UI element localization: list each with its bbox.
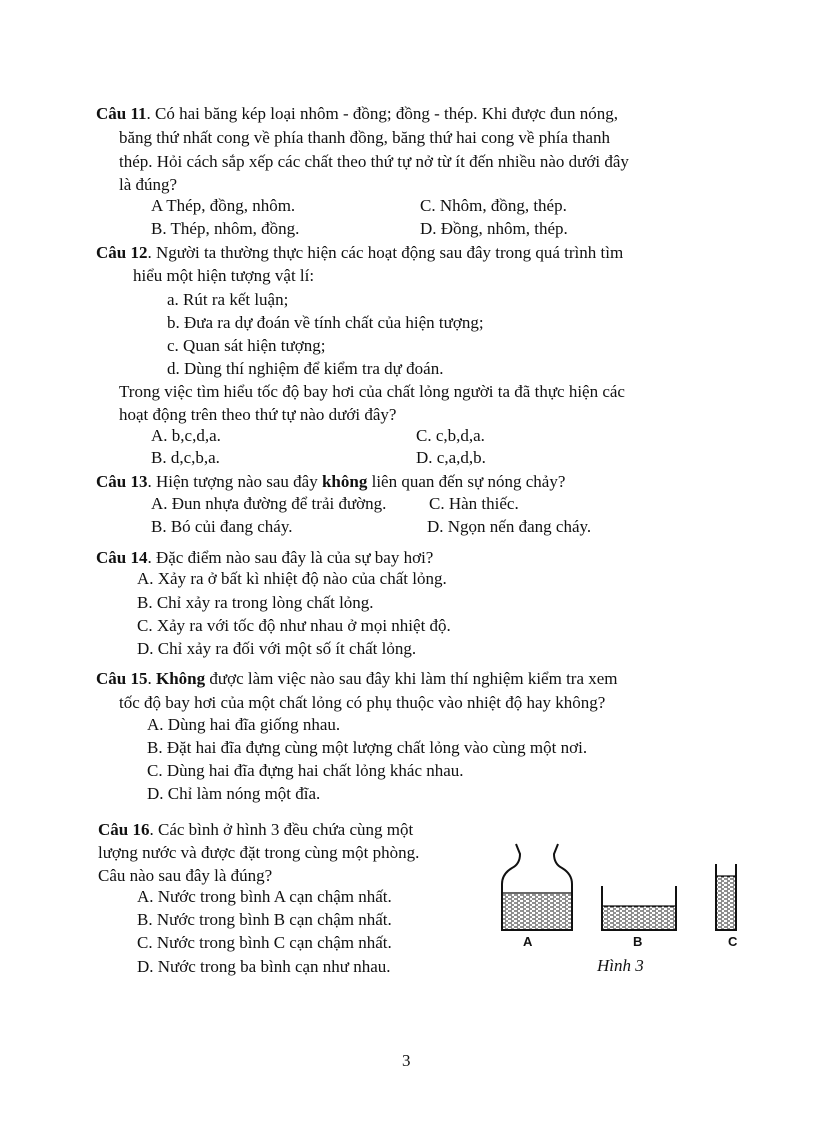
figure-three-vessels — [490, 838, 760, 938]
q15-line-2: tốc độ bay hơi của một chất lỏng có phụ thuộc vào nhiệt độ hay không? — [119, 693, 606, 712]
vessel-a-label: A — [523, 934, 533, 949]
q11-option-c: C. Nhôm, đồng, thép. — [420, 196, 567, 215]
page-number: 3 — [402, 1051, 411, 1070]
q16-option-b: B. Nước trong bình B cạn chậm nhất. — [137, 910, 392, 929]
vessel-c — [716, 864, 736, 930]
q12-option-d: D. c,a,d,b. — [416, 448, 486, 467]
q13-number: Câu 13 — [96, 472, 148, 491]
q12-line-4: hoạt động trên theo thứ tự nào dưới đây? — [119, 405, 397, 424]
q13-option-b: B. Bó củi đang cháy. — [151, 517, 293, 536]
q14-option-c: C. Xảy ra với tốc độ như nhau ở mọi nhiệt độ. — [137, 616, 451, 635]
q12-line-3: Trong việc tìm hiểu tốc độ bay hơi của chất lỏng người ta đã thực hiện các — [119, 382, 625, 401]
q11-number: Câu 11 — [96, 104, 147, 123]
q11-option-d: D. Đồng, nhôm, thép. — [420, 219, 568, 238]
q14-line-1: Câu 14. Đặc điểm nào sau đây là của sự bay hơi? — [96, 548, 434, 567]
q12-line-2: hiểu một hiện tượng vật lí: — [133, 266, 315, 285]
q15-option-c: C. Dùng hai đĩa đựng hai chất lỏng khác nhau. — [147, 761, 464, 780]
q16-number: Câu 16 — [98, 820, 150, 839]
q15-option-d: D. Chỉ làm nóng một đĩa. — [147, 784, 321, 803]
q11-option-a: A Thép, đồng, nhôm. — [151, 196, 296, 215]
q14-option-d: D. Chỉ xảy ra đối với một số ít chất lỏng. — [137, 639, 417, 658]
q12-option-c: C. c,b,d,a. — [416, 426, 485, 445]
q15-number: Câu 15 — [96, 669, 148, 688]
q12-step-c: c. Quan sát hiện tượng; — [167, 336, 326, 355]
figure-caption: Hình 3 — [597, 956, 644, 975]
q12-option-b: B. d,c,b,a. — [151, 448, 220, 467]
q11-option-b: B. Thép, nhôm, đồng. — [151, 219, 300, 238]
q16-line-2: lượng nước và được đặt trong cùng một phòng. — [98, 843, 420, 862]
q13-line-1: Câu 13. Hiện tượng nào sau đây không liên quan đến sự nóng chảy? — [96, 472, 566, 491]
q16-line-1: Câu 16. Các bình ở hình 3 đều chứa cùng một — [98, 820, 414, 839]
q12-number: Câu 12 — [96, 243, 148, 262]
q15-emphasis: Không — [155, 669, 206, 688]
vessel-a-water — [502, 893, 572, 930]
vessel-b-water — [602, 906, 676, 930]
q14-option-a: A. Xảy ra ở bất kì nhiệt độ nào của chất lỏng. — [137, 569, 447, 588]
q12-line-1: Câu 12. Người ta thường thực hiện các hoạt động sau đây trong quá trình tìm — [96, 243, 624, 262]
q15-option-a: A. Dùng hai đĩa giống nhau. — [147, 715, 341, 734]
vessel-a — [502, 844, 572, 930]
q11-line-1: Câu 11. Có hai băng kép loại nhôm - đồng; đồng - thép. Khi được đun nóng, — [96, 104, 619, 123]
q12-step-a: a. Rút ra kết luận; — [167, 290, 289, 309]
q12-option-a: A. b,c,d,a. — [151, 426, 221, 445]
q16-line-3: Câu nào sau đây là đúng? — [98, 866, 273, 885]
q14-option-b: B. Chỉ xảy ra trong lòng chất lỏng. — [137, 593, 374, 612]
vessel-b — [602, 886, 676, 930]
vessel-b-label: B — [633, 934, 643, 949]
q16-option-c: C. Nước trong bình C cạn chậm nhất. — [137, 933, 392, 952]
vessel-c-water — [716, 876, 736, 930]
q13-option-a: A. Đun nhựa đường để trải đường. — [151, 494, 387, 513]
q12-step-d: d. Dùng thí nghiệm để kiểm tra dự đoán. — [167, 359, 444, 378]
q13-emphasis: không — [321, 472, 368, 491]
q14-number: Câu 14 — [96, 548, 148, 567]
q11-line-2: băng thứ nhất cong về phía thanh đồng, băng thứ hai cong về phía thanh — [119, 128, 611, 147]
q15-line-1: Câu 15. Không được làm việc nào sau đây khi làm thí nghiệm kiểm tra xem — [96, 669, 618, 688]
q15-option-b: B. Đặt hai đĩa đựng cùng một lượng chất lỏng vào cùng một nơi. — [147, 738, 588, 757]
q11-line-3: thép. Hỏi cách sắp xếp các chất theo thứ tự nở từ ít đến nhiều nào dưới đây — [119, 152, 629, 171]
q16-option-a: A. Nước trong bình A cạn chậm nhất. — [137, 887, 392, 906]
q16-option-d: D. Nước trong ba bình cạn như nhau. — [137, 957, 391, 976]
vessel-c-label: C — [728, 934, 738, 949]
q13-option-d: D. Ngọn nến đang cháy. — [427, 517, 592, 536]
q11-line-4: là đúng? — [119, 175, 178, 194]
q13-option-c: C. Hàn thiếc. — [429, 494, 519, 513]
q12-step-b: b. Đưa ra dự đoán về tính chất của hiện tượng; — [167, 313, 484, 332]
